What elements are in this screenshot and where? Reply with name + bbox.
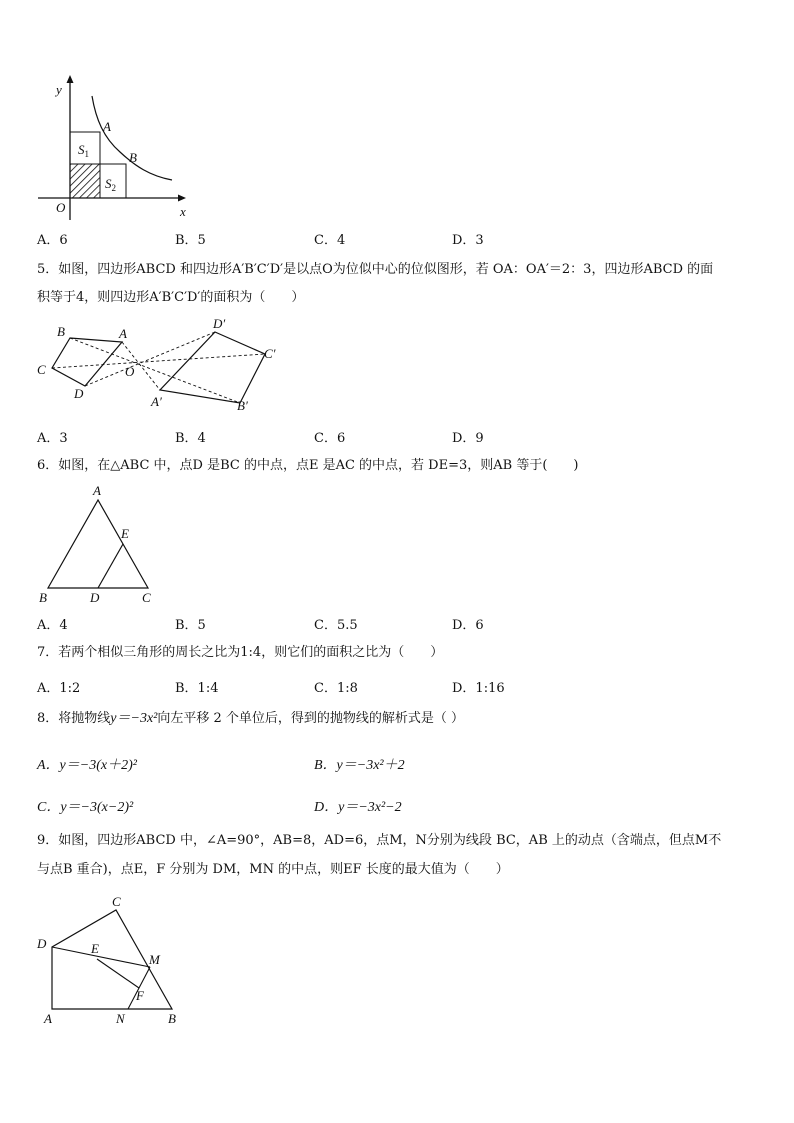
q7-option-a[interactable]: A．1:2 [37,681,81,696]
q9-label-b: B [168,1011,176,1026]
q7-option-d[interactable]: D．1:16 [452,681,505,696]
q9-label-c: C [112,894,121,909]
q4-label-x: x [180,204,186,219]
q5-option-c[interactable]: C．6 [314,431,346,446]
q8-option-a[interactable] [37,754,137,774]
q6-option-b[interactable]: B．5 [175,618,206,633]
q7-option-c[interactable]: C．1:8 [314,681,358,696]
q4-label-o: O [56,200,66,215]
q4-option-a[interactable]: A．6 [37,233,68,248]
q8-parabola: y＝−3x² [110,711,158,726]
q4-hatched-square [70,164,100,198]
q5-label-a-prime: A′ [151,394,162,409]
q5-label-c: C [37,362,46,377]
q8-prefix: 8．将抛物线 [37,711,111,726]
q6-label-b: B [39,590,47,605]
q5-label-b: B [57,324,65,339]
q6-option-d[interactable]: D．6 [452,618,484,633]
q5-label-b-prime: B′ [237,398,248,413]
q5-label-a: A [119,326,127,341]
q4-option-c[interactable]: C．4 [314,233,346,248]
q6-triangle-abc [48,500,148,588]
q4-option-d[interactable]: D．3 [452,233,484,248]
q9-label-d: D [37,936,47,951]
q4-figure [30,70,210,225]
q6-text-line1: 6．如图，在△ABC 中，点D 是BC 的中点，点E 是AC 的中点，若 DE=3，则AB 等于( ) [37,458,579,473]
q5-text-line2: 积等于4，则四边形A′B′C′D′的面积为（ ） [37,290,305,305]
q4-label-y: y [56,82,62,97]
q8-text-line1 [37,706,464,732]
q4-hyperbola [92,96,172,180]
q6-label-c: C [142,590,151,605]
q4-label-a: A [103,119,111,134]
q9-text-line1: 9．如图，四边形ABCD 中，∠A=90°，AB=8，AD=6，点M，N分别为线段 BC，AB 上的动点（含端点，但点M不 [37,833,722,848]
q4-x-arrow-icon [178,195,186,202]
q8-option-d[interactable] [314,796,402,816]
q6-option-a[interactable]: A．4 [37,618,68,633]
q5-quad-abcd [52,338,122,386]
q8-option-b-text: B．y＝−3x²＋2 [314,758,405,773]
q6-label-d: D [90,590,100,605]
q9-label-e: E [91,941,99,956]
q9-label-a: A [44,1011,52,1026]
q4-label-b: B [129,150,137,165]
q9-segment-dm [52,947,150,967]
q5-label-d: D [74,386,84,401]
q8-option-c-text: C．y＝−3(x−2)² [37,800,134,815]
q8-option-b[interactable] [314,754,405,774]
q9-text-line2: 与点B 重合)，点E，F 分别为 DM，MN 的中点，则EF 长度的最大值为（ ） [37,862,509,877]
q8-suffix: 向左平移 2 个单位后，得到的抛物线的解析式是（ ） [157,711,465,726]
q6-label-e: E [121,526,129,541]
q5-option-a[interactable]: A．3 [37,431,68,446]
q9-label-m: M [149,952,160,967]
q9-label-n: N [116,1011,125,1026]
q5-option-d[interactable]: D．9 [452,431,484,446]
q8-option-c[interactable] [37,796,133,816]
q7-option-b[interactable]: B．1:4 [175,681,219,696]
q6-segment-de [98,544,123,588]
q5-label-c-prime: C′ [264,346,276,361]
q4-label-s2: $S_2$ [105,176,116,193]
q4-option-b[interactable]: B．5 [175,233,206,248]
q6-label-a: A [93,483,101,498]
q5-ray-c [52,354,265,368]
q5-option-b[interactable]: B．4 [175,431,206,446]
q6-option-c[interactable]: C．5.5 [314,618,358,633]
q7-text-line1: 7．若两个相似三角形的周长之比为1:4，则它们的面积之比为（ ） [37,645,444,660]
q4-rect-s1 [70,132,100,164]
q5-text-line1: 5．如图，四边形ABCD 和四边形A′B′C′D′是以点O为位似中心的位似图形，若 OA：OA′＝2：3，四边形ABCD 的面 [37,262,714,277]
q5-figure [30,314,290,414]
q9-figure [30,890,200,1035]
q9-label-f: F [136,988,144,1003]
q4-y-arrow-icon [67,75,74,83]
q8-option-d-text: D．y＝−3x²−2 [314,800,402,815]
q5-quad-abcd-prime [160,332,265,403]
q5-label-o: O [125,364,135,379]
q6-figure [30,482,170,607]
q8-option-a-text: A．y＝−3(x＋2)² [37,758,137,773]
q4-label-s1: $S_1$ [78,142,89,159]
q5-label-d-prime: D′ [213,316,226,331]
